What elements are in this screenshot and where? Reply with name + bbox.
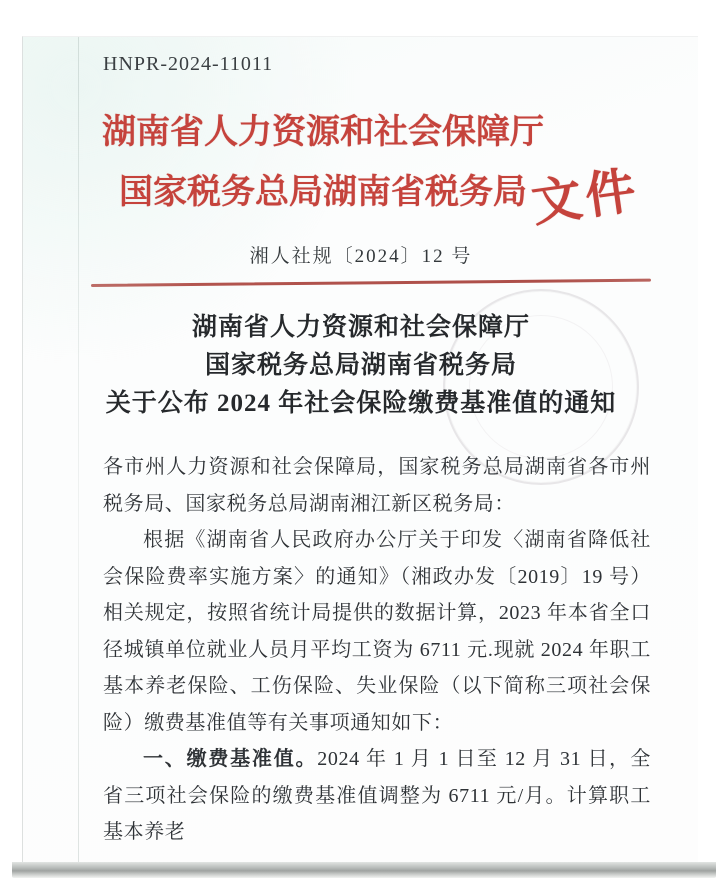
letterhead-org-lines — [99, 103, 547, 223]
document-body — [103, 449, 651, 851]
item-1-text: 2024 年 1 月 1 日至 12 月 31 日，全省三项社会保险的缴费基准值调整为 6711 元/月。计算职工基本养老 — [103, 748, 651, 843]
item-1-heading: 一、缴费基准值。 — [143, 748, 318, 770]
paragraph-legal-basis: 根据《湖南省人民政府办公厅关于印发〈湖南省降低社会保险费率实施方案〉的通知》（湘政办发〔2019〕19 号）相关规定，按照省统计局提供的数据计算，2023 年本省全口径城镇单位就业人员月平均工资为 6711 元.现就 2024 年职工基本养老保险、工伤保险、失业保险（以下简称三项社会保险）缴费基准值等有关事项通知如下： — [103, 529, 651, 734]
paragraph-item-1 — [103, 741, 651, 851]
title-line-1: 湖南省人力资源和社会保障厅 — [191, 314, 530, 341]
issue-number: 湘人社规〔2024〕12 号 — [249, 246, 473, 267]
title-line-2: 国家税务总局湖南省税务局 — [204, 352, 517, 379]
document-title — [23, 309, 699, 423]
page-bottom-edge — [12, 862, 716, 878]
letterhead-doc-word: 文件 — [528, 161, 643, 233]
paper-sheet — [22, 36, 698, 862]
red-divider-rule — [91, 279, 651, 287]
salutation-line: 各市州人力资源和社会保障局，国家税务总局湖南省各市州税务局、国家税务总局湖南湘江新区税务局： — [103, 456, 651, 515]
letterhead-org-line-2: 国家税务总局湖南省税务局 — [119, 174, 527, 211]
doc-register-code: HNPR-2024-11011 — [103, 53, 274, 75]
letterhead-org-line-1: 湖南省人力资源和社会保障厅 — [102, 114, 544, 151]
title-line-3: 关于公布 2024 年社会保险缴费基准值的通知 — [105, 390, 617, 417]
